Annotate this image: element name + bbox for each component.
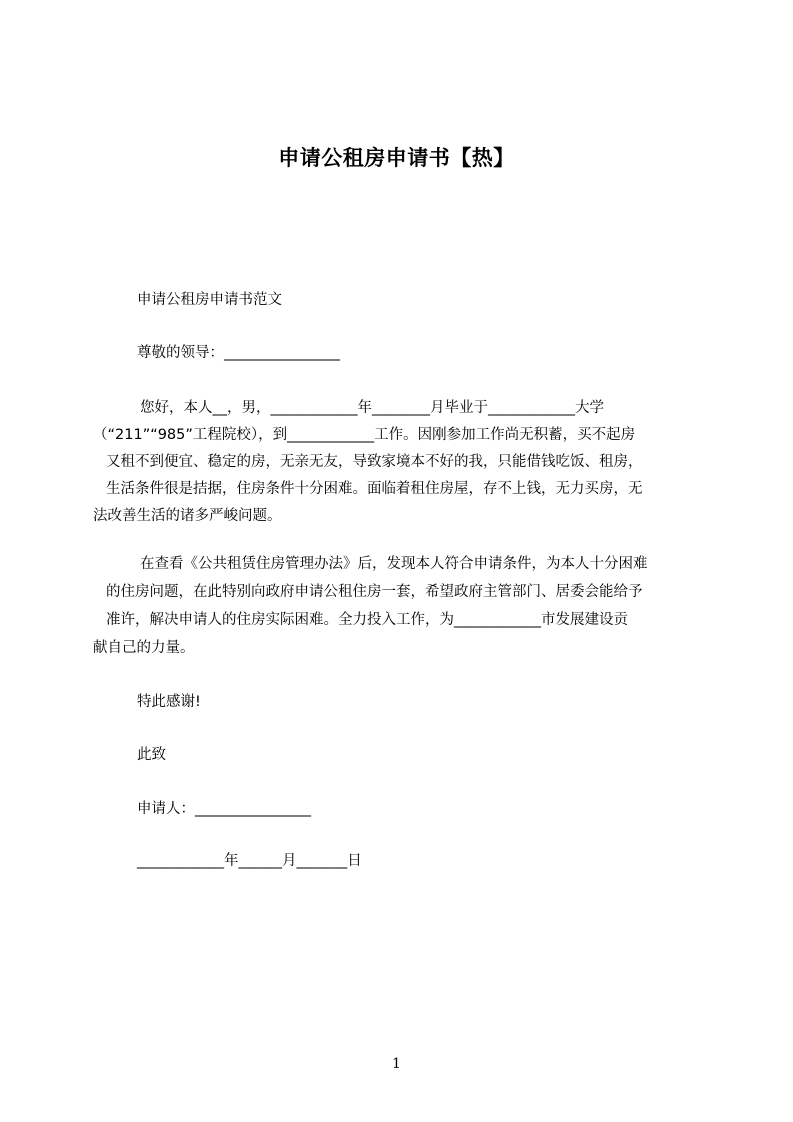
document-title: 申请公租房申请书【热】 [278,146,515,170]
paragraph2-line1: 在查看《公共租赁住房管理办法》后，发现本人符合申请条件，为本人十分困难 [140,556,648,572]
page-number: 1 [392,1056,401,1072]
paragraph2-line2: 的住房问题，在此特别向政府申请公租住房一套，希望政府主管部门、居委会能给予 [106,584,643,600]
paragraph1-line1: 您好，本人__，男，____________年________月毕业于____________大学 [140,400,604,416]
salutation: 尊敬的领导：________________ [137,345,340,361]
paragraph1-line2: （“211”“985”工程院校），到____________工作。因刚参加工作尚无积蓄，买不起房 [93,427,636,443]
paragraph2-line3: 准许，解决申请人的住房实际困难。全力投入工作，为____________市发展建设贡 [106,612,628,628]
paragraph1-line5: 法改善生活的诸多严峻问题。 [93,508,282,524]
paragraph2-line4: 献自己的力量。 [93,640,195,656]
paragraph1-line4: 生活条件很是拮据，住房条件十分困难。面临着租住房屋，存不上钱，无力买房，无 [106,481,643,497]
thanks-text: 特此感谢! [137,694,201,710]
closing-text: 此致 [137,747,166,763]
applicant-line: 申请人：________________ [137,801,311,817]
document-heading: 申请公租房申请书范文 [137,292,282,308]
date-line: ____________年______月_______日 [137,853,362,869]
paragraph1-line3: 又租不到便宜、稳定的房，无亲无友，导致家境本不好的我，只能借钱吃饭、租房， [106,454,643,470]
